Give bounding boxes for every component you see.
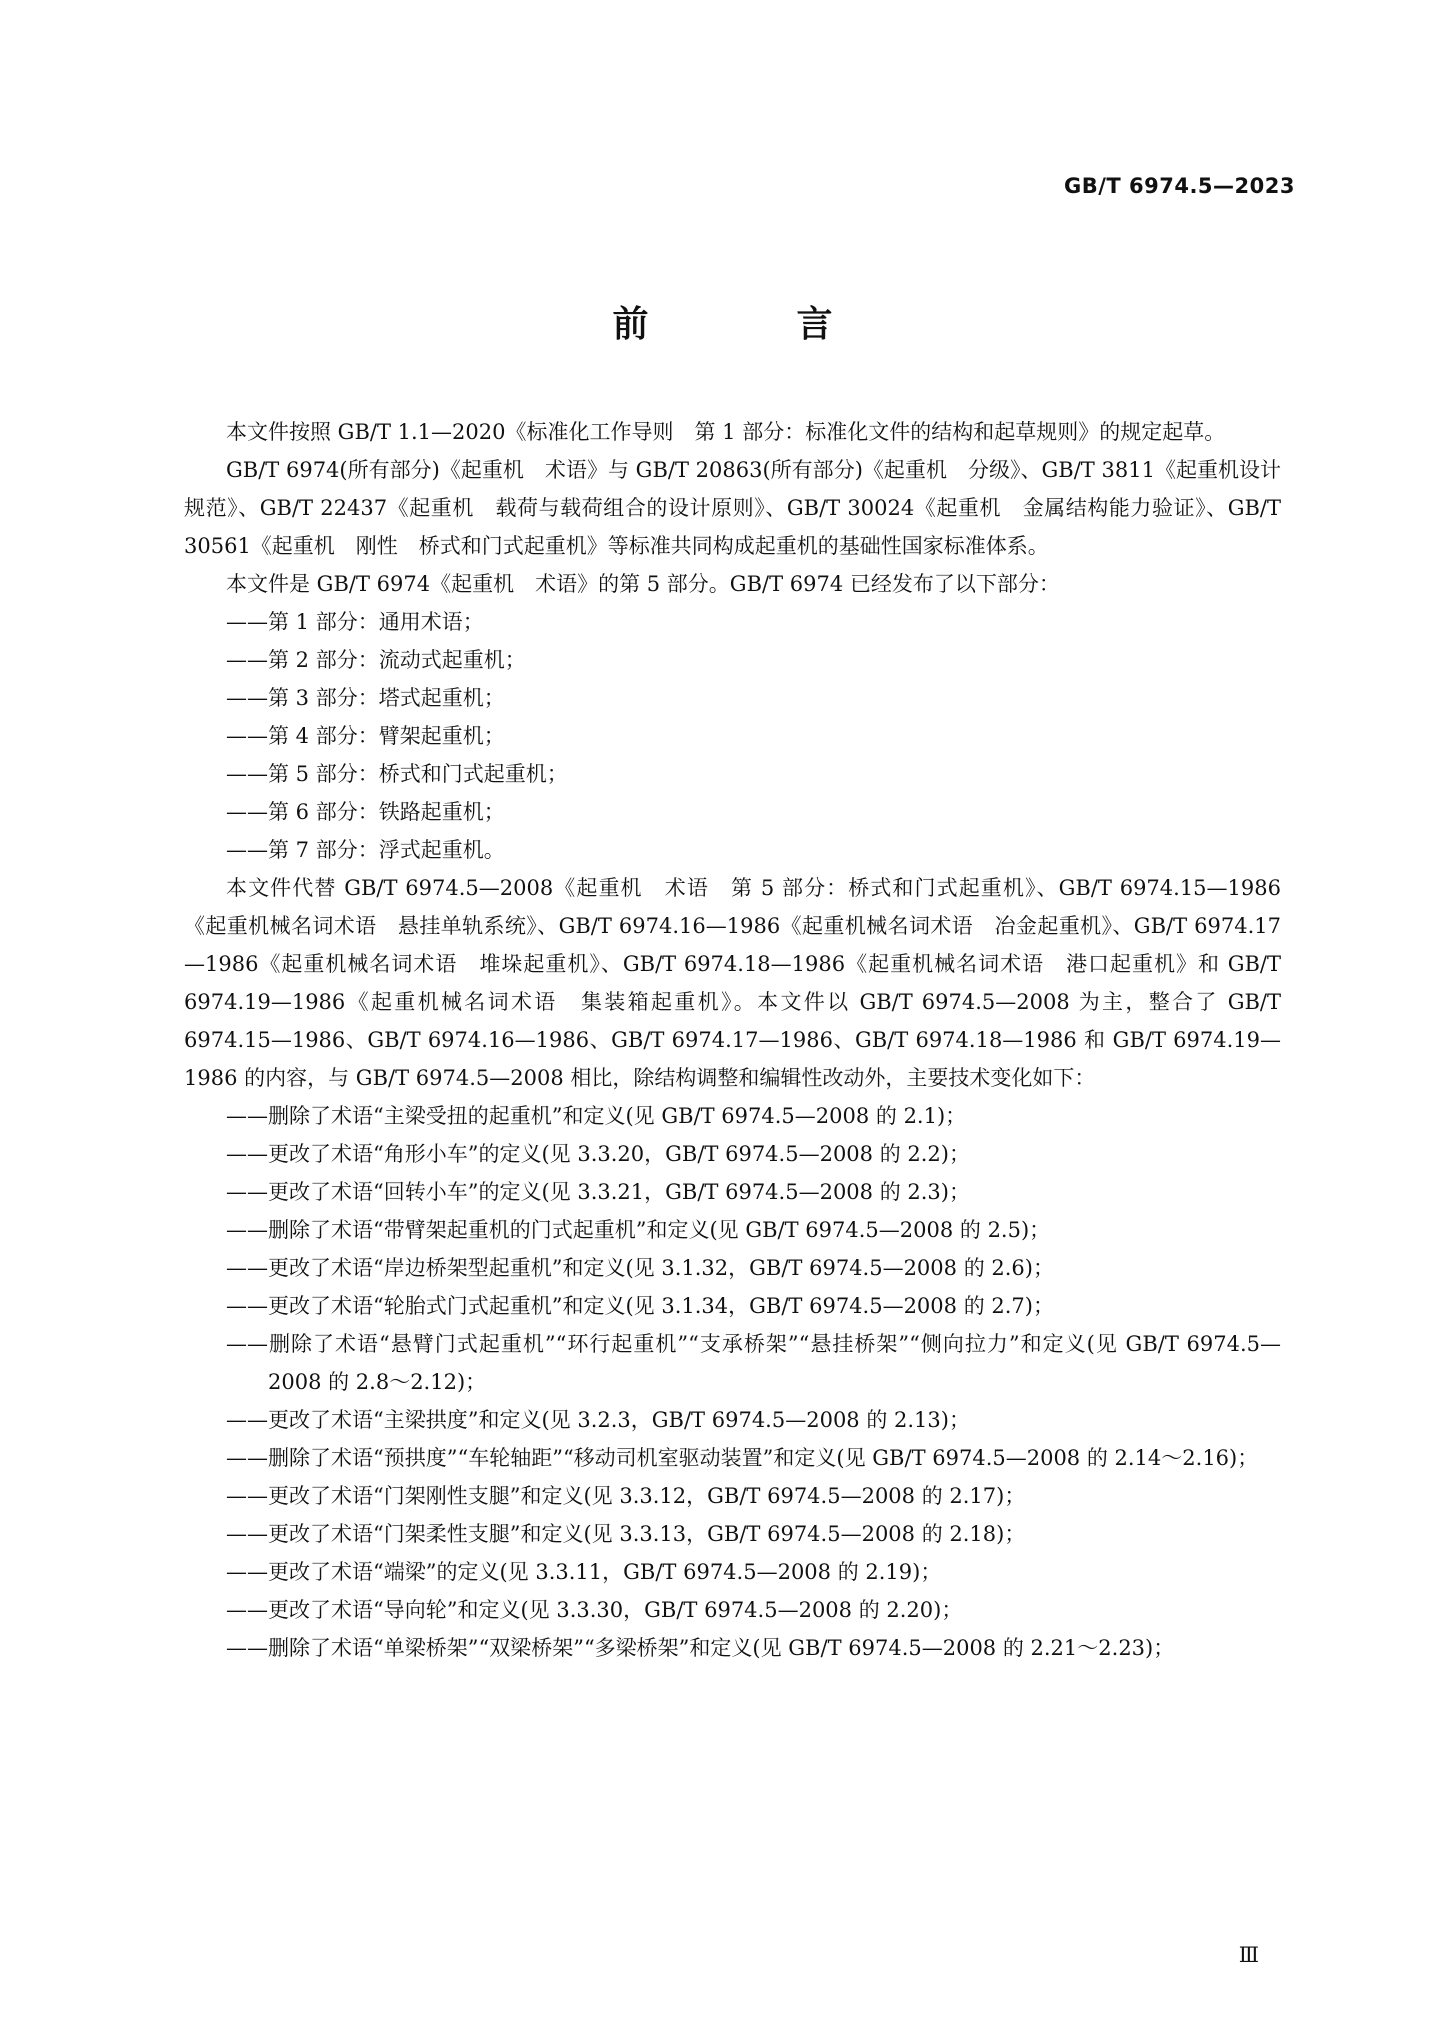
list-item: ——删除了术语“主梁受扭的起重机”和定义(见 GB/T 6974.5—2008 的 2.1)； bbox=[226, 1104, 967, 1128]
paragraph-standard-system: GB/T 6974(所有部分)《起重机 术语》与 GB/T 20863(所有部分)《起重机 分级》、GB/T 3811《起重机设计规范》、GB/T 22437《起重机 载荷与载荷组合的设计原则》、GB/T 30024《起重机 金属结构能力验证》、GB/T 30561《起重机 刚性 桥式和门式起重机》等标准共同构成起重机的基础性国家标准体系。 bbox=[184, 458, 1281, 558]
list-item: ——更改了术语“轮胎式门式起重机”和定义(见 3.1.34，GB/T 6974.5—2008 的 2.7)； bbox=[226, 1294, 1054, 1318]
paragraph-parts-intro: 本文件是 GB/T 6974《起重机 术语》的第 5 部分。GB/T 6974 已经发布了以下部分： bbox=[226, 572, 1060, 596]
list-item: ——更改了术语“岸边桥架型起重机”和定义(见 3.1.32，GB/T 6974.5—2008 的 2.6)； bbox=[226, 1256, 1054, 1280]
list-item: ——第 2 部分：流动式起重机； bbox=[226, 648, 526, 672]
document-body bbox=[184, 413, 1281, 1667]
list-item: ——更改了术语“主梁拱度”和定义(见 3.2.3，GB/T 6974.5—2008 的 2.13)； bbox=[226, 1408, 970, 1432]
list-item: ——第 5 部分：桥式和门式起重机； bbox=[226, 762, 568, 786]
list-item: ——删除了术语“带臂架起重机的门式起重机”和定义(见 GB/T 6974.5—2008 的 2.5)； bbox=[226, 1218, 1051, 1242]
paragraph-drafting-rules: 本文件按照 GB/T 1.1—2020《标准化工作导则 第 1 部分：标准化文件的结构和起草规则》的规定起草。 bbox=[226, 420, 1226, 444]
list-item: ——更改了术语“门架柔性支腿”和定义(见 3.3.13，GB/T 6974.5—2008 的 2.18)； bbox=[226, 1522, 1026, 1546]
technical-changes-list bbox=[184, 1097, 1281, 1667]
list-item: ——删除了术语“预拱度”“车轮轴距”“移动司机室驱动装置”和定义(见 GB/T 6974.5—2008 的 2.14～2.16)； bbox=[226, 1446, 1259, 1470]
parts-list bbox=[184, 603, 1281, 869]
list-item: ——更改了术语“回转小车”的定义(见 3.3.21，GB/T 6974.5—2008 的 2.3)； bbox=[226, 1180, 970, 1204]
list-item: ——第 3 部分：塔式起重机； bbox=[226, 686, 505, 710]
list-item: ——更改了术语“端梁”的定义(见 3.3.11，GB/T 6974.5—2008 的 2.19)； bbox=[226, 1560, 942, 1584]
list-item: ——第 4 部分：臂架起重机； bbox=[226, 724, 505, 748]
list-item: ——删除了术语“悬臂门式起重机”“环行起重机”“支承桥架”“悬挂桥架”“侧向拉力”和定义(见 GB/T 6974.5—2008 的 2.8～2.12)； bbox=[226, 1332, 1281, 1394]
list-item: ——第 1 部分：通用术语； bbox=[226, 610, 484, 634]
list-item: ——删除了术语“单梁桥架”“双梁桥架”“多梁桥架”和定义(见 GB/T 6974.5—2008 的 2.21～2.23)； bbox=[226, 1636, 1175, 1660]
page-title: 前 言 bbox=[612, 304, 889, 345]
list-item: ——第 6 部分：铁路起重机； bbox=[226, 800, 505, 824]
page-number: Ⅲ bbox=[1238, 1943, 1259, 1967]
list-item: ——更改了术语“角形小车”的定义(见 3.3.20，GB/T 6974.5—2008 的 2.2)； bbox=[226, 1142, 970, 1166]
standard-code: GB/T 6974.5—2023 bbox=[1063, 174, 1295, 198]
paragraph-replacement: 本文件代替 GB/T 6974.5—2008《起重机 术语 第 5 部分：桥式和门式起重机》、GB/T 6974.15—1986《起重机械名词术语 悬挂单轨系统》、GB/T 6974.16—1986《起重机械名词术语 冶金起重机》、GB/T 6974.17—1986《起重机械名词术语 堆垛起重机》、GB/T 6974.18—1986《起重机械名词术语 港口起重机》和 GB/T 6974.19—1986《起重机械名词术语 集装箱起重机》。本文件以 GB/T 6974.5—2008 为主，整合了 GB/T 6974.15—1986、GB/T 6974.16—1986、GB/T 6974.17—1986、GB/T 6974.18—1986 和 GB/T 6974.19—1986 的内容，与 GB/T 6974.5—2008 相比，除结构调整和编辑性改动外，主要技术变化如下： bbox=[184, 876, 1281, 1090]
list-item: ——第 7 部分：浮式起重机。 bbox=[226, 838, 505, 862]
list-item: ——更改了术语“门架刚性支腿”和定义(见 3.3.12，GB/T 6974.5—2008 的 2.17)； bbox=[226, 1484, 1026, 1508]
list-item: ——更改了术语“导向轮”和定义(见 3.3.30，GB/T 6974.5—2008 的 2.20)； bbox=[226, 1598, 963, 1622]
